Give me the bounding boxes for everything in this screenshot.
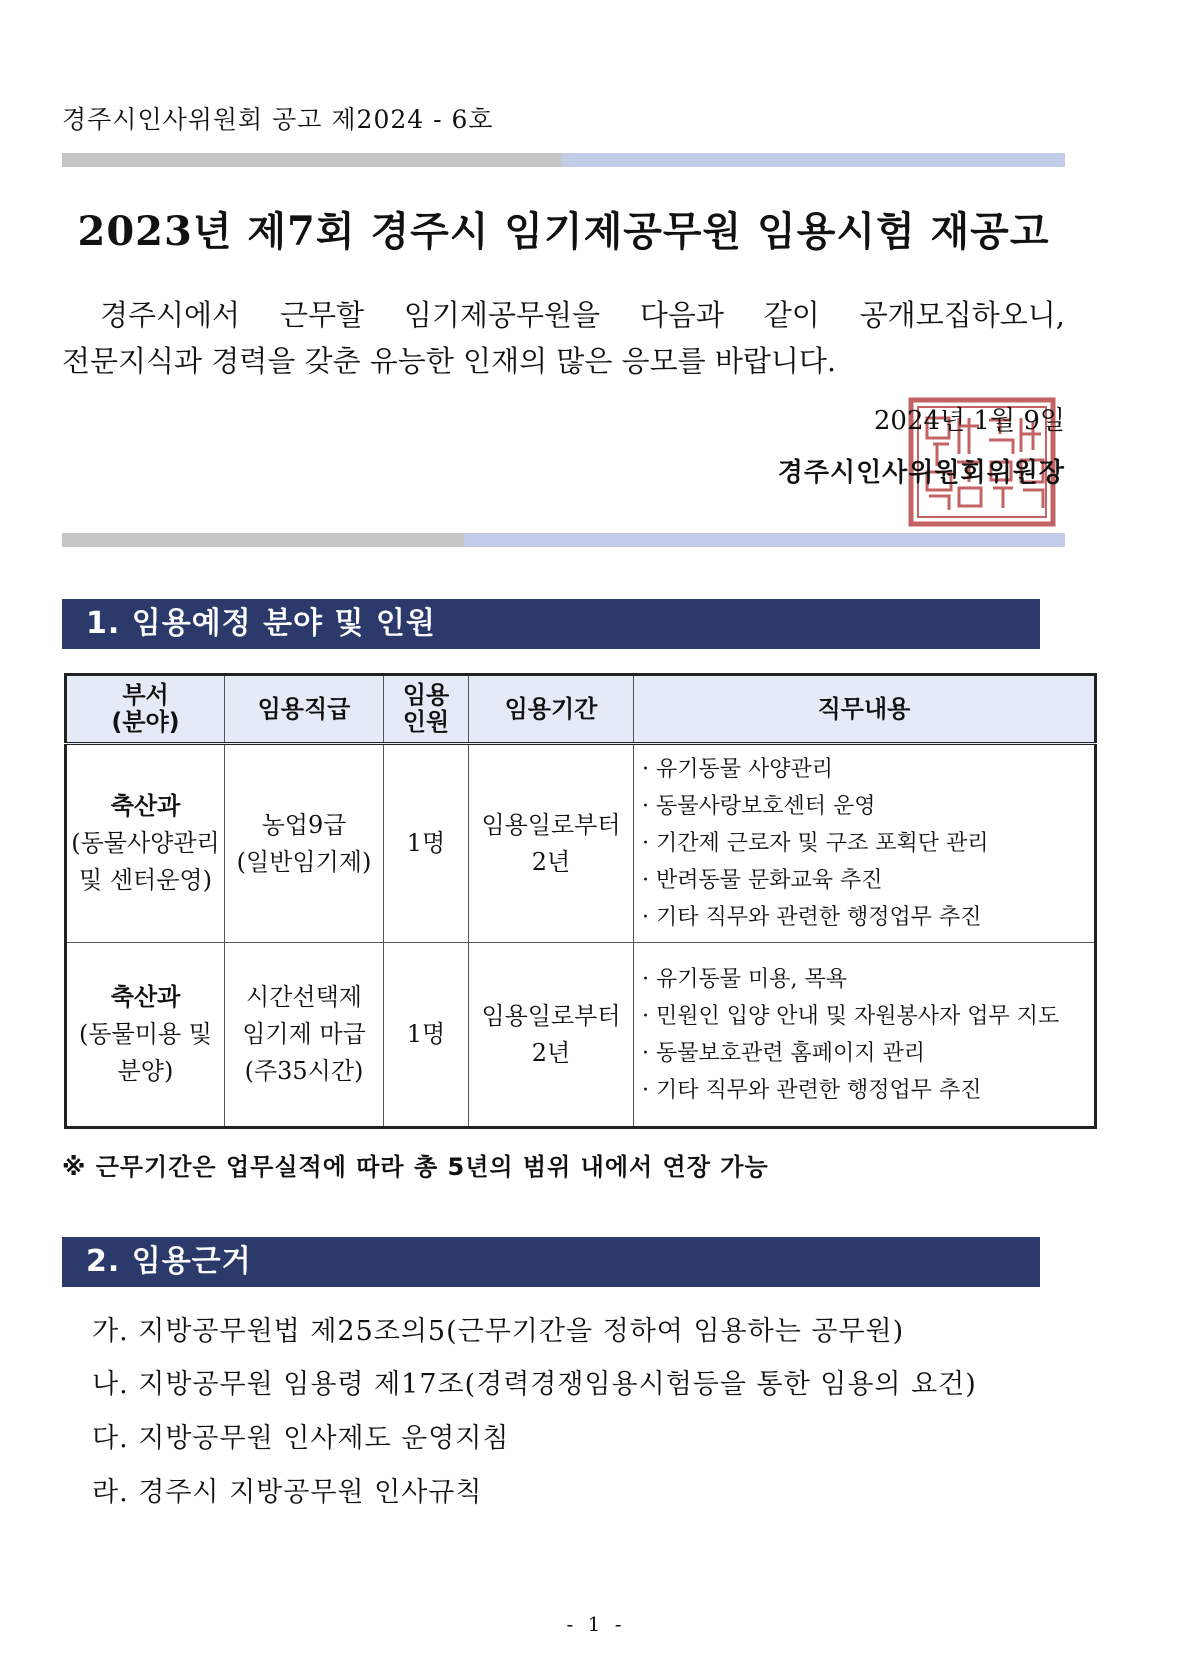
extension-note: ※ 근무기간은 업무실적에 따라 총 5년의 범위 내에서 연장 가능 bbox=[62, 1153, 769, 1181]
basis-item: 가. 지방공무원법 제25조의5(근무기간을 정하여 임용하는 공무원) bbox=[92, 1316, 905, 1347]
grade-cell: 농업9급 (일반임기제) bbox=[225, 744, 384, 943]
duty-item: · 유기동물 미용, 목욕 bbox=[642, 966, 847, 992]
period-cell: 임용일로부터 2년 bbox=[469, 744, 634, 943]
count-cell: 1명 bbox=[384, 744, 469, 943]
col-header-duties: 직무내용 bbox=[634, 675, 1096, 744]
table-row bbox=[66, 943, 1096, 1128]
intro-line-1: 경주시에서 근무할 임기제공무원을 다음과 같이 공개모집하오니, bbox=[100, 298, 1065, 332]
dept-cell: 축산과 (동물사양관리 및 센터운영) bbox=[66, 744, 225, 943]
duties-cell bbox=[634, 943, 1096, 1128]
table-header-row bbox=[66, 675, 1096, 744]
page-number: - 1 - bbox=[566, 1612, 626, 1636]
dept-cell: 축산과 (동물미용 및 분양) bbox=[66, 943, 225, 1128]
notice-number: 경주시인사위원회 공고 제2024 - 6호 bbox=[62, 105, 494, 134]
duty-item: · 기타 직무와 관련한 행정업무 추진 bbox=[642, 905, 982, 930]
duties-cell bbox=[634, 744, 1096, 943]
duty-item: · 유기동물 사양관리 bbox=[642, 757, 833, 782]
intro-line-2: 전문지식과 경력을 갖춘 유능한 인재의 많은 응모를 바랍니다. bbox=[62, 344, 837, 378]
section-1-heading: 1. 임용예정 분야 및 인원 bbox=[62, 599, 1040, 649]
header-divider bbox=[62, 153, 1065, 167]
document-title: 2023년 제7회 경주시 임기제공무원 임용시험 재공고 bbox=[77, 208, 1050, 255]
duty-item: · 동물사랑보호센터 운영 bbox=[642, 794, 876, 819]
period-cell: 임용일로부터 2년 bbox=[469, 943, 634, 1128]
duty-item: · 민원인 입양 안내 및 자원봉사자 업무 지도 bbox=[642, 1003, 1060, 1029]
basis-item: 라. 경주시 지방공무원 인사규칙 bbox=[92, 1477, 483, 1508]
table-row bbox=[66, 744, 1096, 943]
section-2-heading: 2. 임용근거 bbox=[62, 1237, 1040, 1287]
intro-paragraph bbox=[62, 292, 1065, 384]
col-header-grade: 임용직급 bbox=[225, 675, 384, 744]
col-header-dept: 부서 (분야) bbox=[66, 675, 225, 744]
duty-item: · 동물보호관련 홈페이지 관리 bbox=[642, 1040, 925, 1066]
grade-cell: 시간선택제 임기제 마급 (주35시간) bbox=[225, 943, 384, 1128]
recruitment-table bbox=[64, 673, 1097, 1129]
count-cell: 1명 bbox=[384, 943, 469, 1128]
duty-item: · 반려동물 문화교육 추진 bbox=[642, 868, 883, 893]
basis-item: 다. 지방공무원 인사제도 운영지침 bbox=[92, 1423, 510, 1454]
col-header-period: 임용기간 bbox=[469, 675, 634, 744]
duty-item: · 기간제 근로자 및 구조 포획단 관리 bbox=[642, 831, 989, 856]
duty-item: · 기타 직무와 관련한 행정업무 추진 bbox=[642, 1077, 982, 1103]
col-header-count: 임용 인원 bbox=[384, 675, 469, 744]
signer: 경주시인사위원회위원장 bbox=[777, 458, 1065, 488]
basis-item: 나. 지방공무원 임용령 제17조(경력경쟁임용시험등을 통한 임용의 요건) bbox=[92, 1369, 977, 1400]
notice-date: 2024년 1월 9일 bbox=[873, 406, 1065, 436]
intro-divider bbox=[62, 533, 1065, 547]
